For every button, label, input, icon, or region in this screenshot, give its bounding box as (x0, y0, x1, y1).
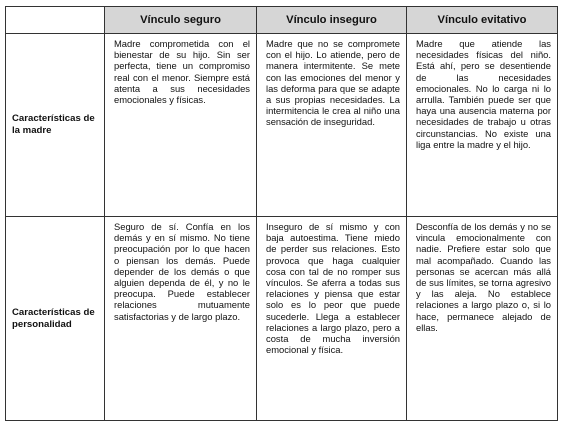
cell-personality-avoidant: Desconfía de los demás y no se vincula emocionalmente con nadie. Prefiere estar solo que mal acompañado. Cuando las personas se acercan más allá de sus límites, se torna agresivo y las aleja. No establece relaciones a largo plazo o, si lo hace, permanece alejado de ellas. (407, 217, 558, 421)
table-row (6, 34, 558, 217)
header-secure: Vínculo seguro (105, 7, 257, 34)
header-row (6, 7, 558, 34)
header-insecure: Vínculo inseguro (257, 7, 407, 34)
row-label-mother: Características de la madre (6, 34, 105, 217)
row-label-personality: Características de personalidad (6, 217, 105, 421)
attachment-comparison-table (5, 6, 558, 421)
table-row (6, 217, 558, 421)
header-corner-cell (6, 7, 105, 34)
cell-mother-insecure: Madre que no se compromete con el hijo. Lo atiende, pero de manera intermitente. Se mete con las emociones del menor y las deforma para que se adapte a sus propias necesidades. La intermitencia le crea al niño una sensación de inseguridad. (257, 34, 407, 217)
header-avoidant: Vínculo evitativo (407, 7, 558, 34)
cell-mother-secure: Madre comprometida con el bienestar de su hijo. Sin ser perfecta, tiene un compromiso real con el menor. Siempre está atenta a sus necesidades emocionales y físicas. (105, 34, 257, 217)
cell-mother-avoidant: Madre que atiende las necesidades físicas del niño. Está ahí, pero se desentiende de las necesidades emocionales. No lo carga ni lo arrulla. También puede ser que haya una ausencia materna por necesidades de trabajo u otras circunstancias. No existe una liga entre la madre y el hijo. (407, 34, 558, 217)
cell-personality-insecure: Inseguro de sí mismo y con baja autoestima. Tiene miedo de perder sus relaciones. Esto provoca que haga cualquier cosa con tal de no romper sus vínculos. Se aferra a todas sus relaciones y piensa que estar solo es lo peor que puede sucederle. Llega a establecer relaciones a largo plazo, pero a costa de mucha inversión emocional y física. (257, 217, 407, 421)
cell-personality-secure: Seguro de sí. Confía en los demás y en sí mismo. No tiene preocupación por lo que hacen o piensan los demás. Puede depender de los demás o que alguien dependa de él, y no le preocupa. Puede establecer relaciones mutuamente satisfactorias y de largo plazo. (105, 217, 257, 421)
